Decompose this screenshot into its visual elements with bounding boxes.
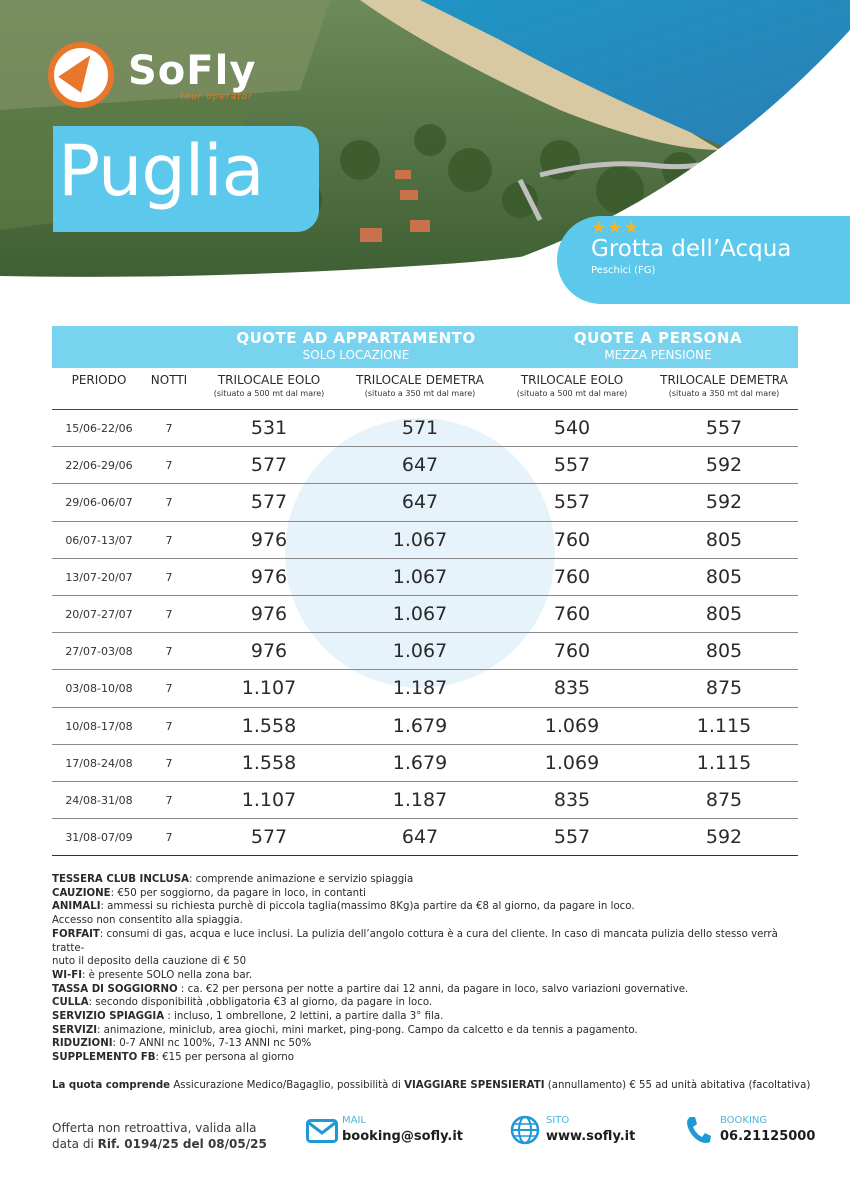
cell-person-eolo: 557	[553, 826, 591, 849]
note-label: SERVIZIO SPIAGGIA	[52, 1011, 165, 1023]
table-body	[52, 410, 798, 856]
cell-person-eolo: 760	[553, 528, 591, 551]
cell-person-demetra: 592	[705, 491, 743, 514]
mail-link[interactable]: booking@sofly.it	[342, 1129, 464, 1144]
cell-person-eolo: 760	[553, 602, 591, 625]
globe-icon	[510, 1115, 540, 1145]
note-line	[52, 1010, 802, 1024]
note-line	[52, 983, 802, 997]
note-text: : animazione, miniclub, area giochi, mini market, ping-pong. Campo da calcetto e da tennis a pagamento.	[97, 1024, 638, 1036]
note-label: CULLA	[52, 997, 89, 1009]
cell-apartment-eolo: 577	[250, 491, 288, 514]
note-line	[52, 887, 802, 901]
cell-apartment-demetra: 571	[401, 417, 439, 439]
brand-logo	[48, 42, 278, 112]
note-text: : incluso, 1 ombrellone, 2 lettini, a partire dalla 3° fila.	[164, 1011, 444, 1023]
table-row	[52, 782, 798, 819]
cell-period: 10/08-17/08	[65, 719, 133, 733]
cell-person-demetra: 805	[705, 602, 743, 625]
note-text: nuto il deposito della cauzione di € 50	[52, 956, 247, 968]
cell-nights: 7	[165, 422, 173, 435]
group-person	[508, 329, 808, 362]
cell-person-eolo: 760	[553, 565, 591, 588]
table-row	[52, 633, 798, 670]
cell-apartment-demetra: 1.067	[392, 528, 448, 551]
table-row	[52, 745, 798, 782]
offer-line1: Offerta non retroattiva, valida alla	[52, 1121, 257, 1135]
cell-person-eolo: 557	[553, 454, 591, 477]
cell-person-eolo: 557	[553, 491, 591, 514]
note-line	[52, 873, 802, 887]
cell-period: 13/07-20/07	[65, 570, 133, 584]
table-row	[52, 410, 798, 447]
note-line	[52, 1051, 802, 1065]
cell-person-demetra: 557	[705, 417, 743, 439]
cell-period: 15/06-22/06	[65, 422, 133, 435]
note-label: CAUZIONE	[52, 887, 111, 899]
table-row	[52, 819, 798, 856]
table-group-header	[52, 326, 798, 368]
note-line	[52, 900, 802, 914]
cell-nights: 7	[165, 682, 173, 696]
cell-nights: 7	[165, 533, 173, 547]
cell-nights: 7	[165, 607, 173, 621]
includes-label: La quota comprende	[52, 1080, 171, 1091]
note-line	[52, 1024, 802, 1038]
cell-period: 06/07-13/07	[65, 533, 133, 547]
note-text: : ca. €2 per persona per notte a partire dai 12 anni, da pagare in loco, salvo variazioni governative.	[177, 983, 689, 995]
phone-icon	[684, 1115, 712, 1145]
col-nights: NOTTI	[150, 373, 188, 387]
cell-person-demetra: 592	[705, 454, 743, 477]
note-text: : comprende animazione e servizio spiaggia	[188, 874, 414, 885]
offer-ref: Rif. 0194/25 del 08/05/25	[97, 1137, 267, 1151]
includes-text1: Assicurazione Medico/Bagaglio, possibilità di	[170, 1080, 405, 1091]
cell-person-demetra: 805	[705, 528, 743, 551]
note-text: : secondo disponibilità ,obbligatoria €3 al giorno, da pagare in loco.	[88, 997, 433, 1009]
table-row	[52, 484, 798, 521]
hotel-name: Grotta dell’Acqua	[591, 236, 792, 262]
includes-label2: VIAGGIARE SPENSIERATI	[404, 1080, 545, 1091]
cell-nights: 7	[165, 756, 173, 770]
phone-link[interactable]: 06.21125000	[720, 1129, 816, 1144]
mail-label: MAIL	[342, 1115, 366, 1126]
col-b2: TRILOCALE DEMETRA (situato a 350 mt dal mare)	[660, 373, 788, 398]
col-b1: TRILOCALE EOLO (situato a 500 mt dal mare)	[516, 373, 628, 398]
cell-apartment-eolo: 1.107	[241, 788, 297, 811]
cell-nights: 7	[165, 496, 173, 510]
col-a2: TRILOCALE DEMETRA (situato a 350 mt dal mare)	[356, 373, 484, 398]
cell-nights: 7	[165, 831, 173, 845]
note-text: : è presente SOLO nella zona bar.	[82, 969, 253, 981]
cell-apartment-demetra: 647	[401, 454, 439, 477]
cell-person-demetra: 1.115	[696, 714, 752, 737]
group-apartment	[206, 329, 506, 362]
cell-apartment-eolo: 976	[250, 640, 288, 663]
cell-person-demetra: 1.115	[696, 751, 752, 774]
cell-person-demetra: 805	[705, 640, 743, 663]
cell-apartment-demetra: 1.187	[392, 677, 448, 700]
group-apartment-subtitle: SOLO LOCAZIONE	[302, 348, 410, 362]
cell-apartment-demetra: 1.187	[392, 788, 448, 811]
note-label: RIDUZIONI	[52, 1038, 113, 1050]
note-text: : 0-7 ANNI nc 100%, 7-13 ANNI nc 50%	[112, 1038, 312, 1050]
cell-person-demetra: 805	[705, 565, 743, 588]
table-column-headers	[52, 368, 798, 410]
note-line	[52, 955, 802, 969]
offer-line2: data di Rif. 0194/25 del 08/05/25	[52, 1137, 267, 1151]
table-row	[52, 670, 798, 707]
offer-note	[52, 1120, 282, 1152]
cell-period: 24/08-31/08	[65, 793, 133, 807]
cell-period: 17/08-24/08	[65, 756, 133, 770]
includes-text2: (annullamento) € 55 ad unità abitativa (facoltativa)	[544, 1080, 811, 1091]
cell-nights: 7	[165, 459, 173, 473]
includes-line	[52, 1080, 812, 1091]
group-person-subtitle: MEZZA PENSIONE	[604, 348, 712, 362]
note-label: FORFAIT	[52, 928, 100, 940]
note-label: WI-FI	[52, 969, 83, 981]
note-text: : €15 per persona al giorno	[155, 1052, 294, 1064]
cell-apartment-eolo: 577	[250, 454, 288, 477]
cell-apartment-eolo: 976	[250, 565, 288, 588]
terms-notes	[52, 873, 802, 1065]
brand-name: SoFly	[128, 48, 257, 94]
cell-apartment-demetra: 1.679	[392, 714, 448, 737]
cell-nights: 7	[165, 719, 173, 733]
cell-apartment-demetra: 1.679	[392, 751, 448, 774]
note-text: : consumi di gas, acqua e luce inclusi. La pulizia dell’angolo cottura è a cura del cliente. In caso di mancata pulizia dello stesso verrà tratte-	[52, 928, 778, 954]
cell-person-eolo: 1.069	[544, 751, 600, 774]
cell-person-demetra: 875	[705, 677, 743, 700]
cell-apartment-eolo: 531	[250, 417, 288, 439]
note-line	[52, 1037, 802, 1051]
cell-person-demetra: 592	[705, 826, 743, 849]
cell-person-eolo: 1.069	[544, 714, 600, 737]
cell-period: 29/06-06/07	[65, 496, 133, 510]
brand-tagline: tour operator	[180, 92, 254, 102]
site-label: SITO	[546, 1115, 570, 1126]
note-text: : €50 per soggiorno, da pagare in loco, in contanti	[110, 887, 366, 899]
table-row	[52, 559, 798, 596]
note-line	[52, 914, 802, 928]
note-text: Accesso non consentito alla spiaggia.	[52, 915, 243, 927]
note-line	[52, 996, 802, 1010]
cell-apartment-eolo: 577	[250, 826, 288, 849]
cell-person-eolo: 540	[553, 417, 591, 439]
col-a1: TRILOCALE EOLO (situato a 500 mt dal mare)	[213, 373, 325, 398]
note-label: SUPPLEMENTO FB	[52, 1052, 156, 1064]
group-apartment-title: QUOTE AD APPARTAMENTO	[236, 329, 476, 347]
note-label: TESSERA CLUB INCLUSA	[52, 874, 189, 885]
table-row	[52, 447, 798, 484]
cell-person-eolo: 835	[553, 677, 591, 700]
cell-apartment-eolo: 1.107	[241, 677, 297, 700]
group-person-title: QUOTE A PERSONA	[573, 329, 743, 347]
site-link[interactable]: www.sofly.it	[546, 1129, 636, 1144]
mail-icon	[306, 1119, 338, 1143]
hotel-location: Peschici (FG)	[591, 265, 656, 276]
cell-period: 03/08-10/08	[65, 682, 133, 696]
note-label: TASSA DI SOGGIORNO	[52, 983, 178, 995]
cell-apartment-eolo: 976	[250, 528, 288, 551]
cell-apartment-eolo: 1.558	[241, 714, 297, 737]
cell-period: 20/07-27/07	[65, 607, 133, 621]
cell-person-eolo: 835	[553, 788, 591, 811]
cell-person-eolo: 760	[553, 640, 591, 663]
cell-apartment-demetra: 1.067	[392, 602, 448, 625]
cell-person-demetra: 875	[705, 788, 743, 811]
cell-nights: 7	[165, 793, 173, 807]
table-row	[52, 596, 798, 633]
note-label: SERVIZI	[52, 1024, 97, 1036]
hotel-stars: ★★★	[591, 218, 640, 238]
cell-period: 22/06-29/06	[65, 459, 133, 473]
table-row	[52, 522, 798, 559]
cell-period: 31/08-07/09	[65, 831, 133, 845]
cell-apartment-demetra: 1.067	[392, 565, 448, 588]
cell-apartment-demetra: 1.067	[392, 640, 448, 663]
cell-period: 27/07-03/08	[65, 645, 133, 659]
note-label: ANIMALI	[52, 901, 101, 913]
note-text: : ammessi su richiesta purchè di piccola taglia(massimo 8Kg)a partire da €8 al giorno, da pagare in loco.	[100, 901, 635, 913]
cell-apartment-demetra: 647	[401, 491, 439, 514]
cell-apartment-demetra: 647	[401, 826, 439, 849]
table-row	[52, 708, 798, 745]
cell-apartment-eolo: 976	[250, 602, 288, 625]
cell-nights: 7	[165, 570, 173, 584]
note-line	[52, 928, 802, 955]
cell-nights: 7	[165, 645, 173, 659]
region-title: Puglia	[58, 130, 264, 212]
phone-label: BOOKING	[720, 1115, 768, 1126]
cell-apartment-eolo: 1.558	[241, 751, 297, 774]
price-table	[52, 326, 798, 856]
col-period: PERIODO	[71, 373, 127, 387]
note-line	[52, 969, 802, 983]
